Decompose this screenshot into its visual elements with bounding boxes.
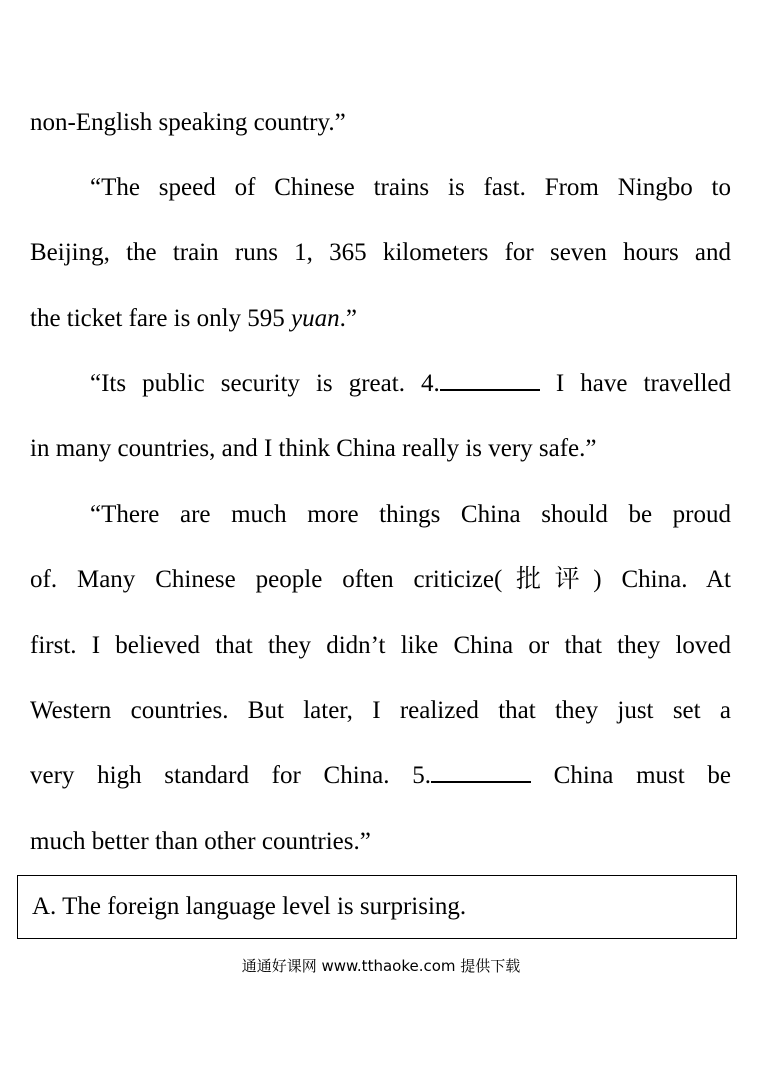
passage-line-5-end: I have travelled bbox=[539, 370, 731, 397]
passage-line-4 bbox=[30, 304, 731, 334]
option-a: A. The foreign language level is surprising. bbox=[32, 893, 467, 920]
passage-line-5 bbox=[90, 369, 731, 399]
passage-line-8: of. Many Chinese people often criticize(批评) China. At bbox=[30, 566, 731, 593]
passage-line-2: “The speed of Chinese trains is fast. From Ningbo to bbox=[90, 174, 731, 201]
passage-line-11-text: very high standard for China. 5. bbox=[30, 762, 431, 789]
passage-line-7: “There are much more things China should be proud bbox=[90, 501, 731, 528]
passage-line-4-italic: yuan bbox=[291, 305, 340, 332]
passage-line-3: Beijing, the train runs 1, 365 kilometers for seven hours and bbox=[30, 239, 731, 266]
passage-line-4-text: the ticket fare is only 595 bbox=[30, 305, 292, 332]
passage-line-11-end: China must be bbox=[530, 762, 731, 789]
passage-line-11 bbox=[30, 761, 731, 791]
footer-source: 通通好课网 www.tthaoke.com 提供下载 bbox=[241, 957, 521, 975]
passage-line-1: non-English speaking country.” bbox=[30, 109, 346, 136]
answer-blank-5[interactable] bbox=[431, 761, 531, 783]
answer-blank-4[interactable] bbox=[440, 369, 540, 391]
passage-line-9: first. I believed that they didn’t like China or that they loved bbox=[30, 632, 731, 659]
passage-line-10: Western countries. But later, I realized that they just set a bbox=[30, 697, 731, 724]
passage-line-6: in many countries, and I think China really is very safe.” bbox=[30, 435, 597, 462]
passage-line-5-text: “Its public security is great. 4. bbox=[90, 370, 440, 397]
options-box bbox=[17, 875, 737, 939]
passage-line-12: much better than other countries.” bbox=[30, 828, 371, 855]
passage-line-4-end: .” bbox=[339, 305, 358, 332]
